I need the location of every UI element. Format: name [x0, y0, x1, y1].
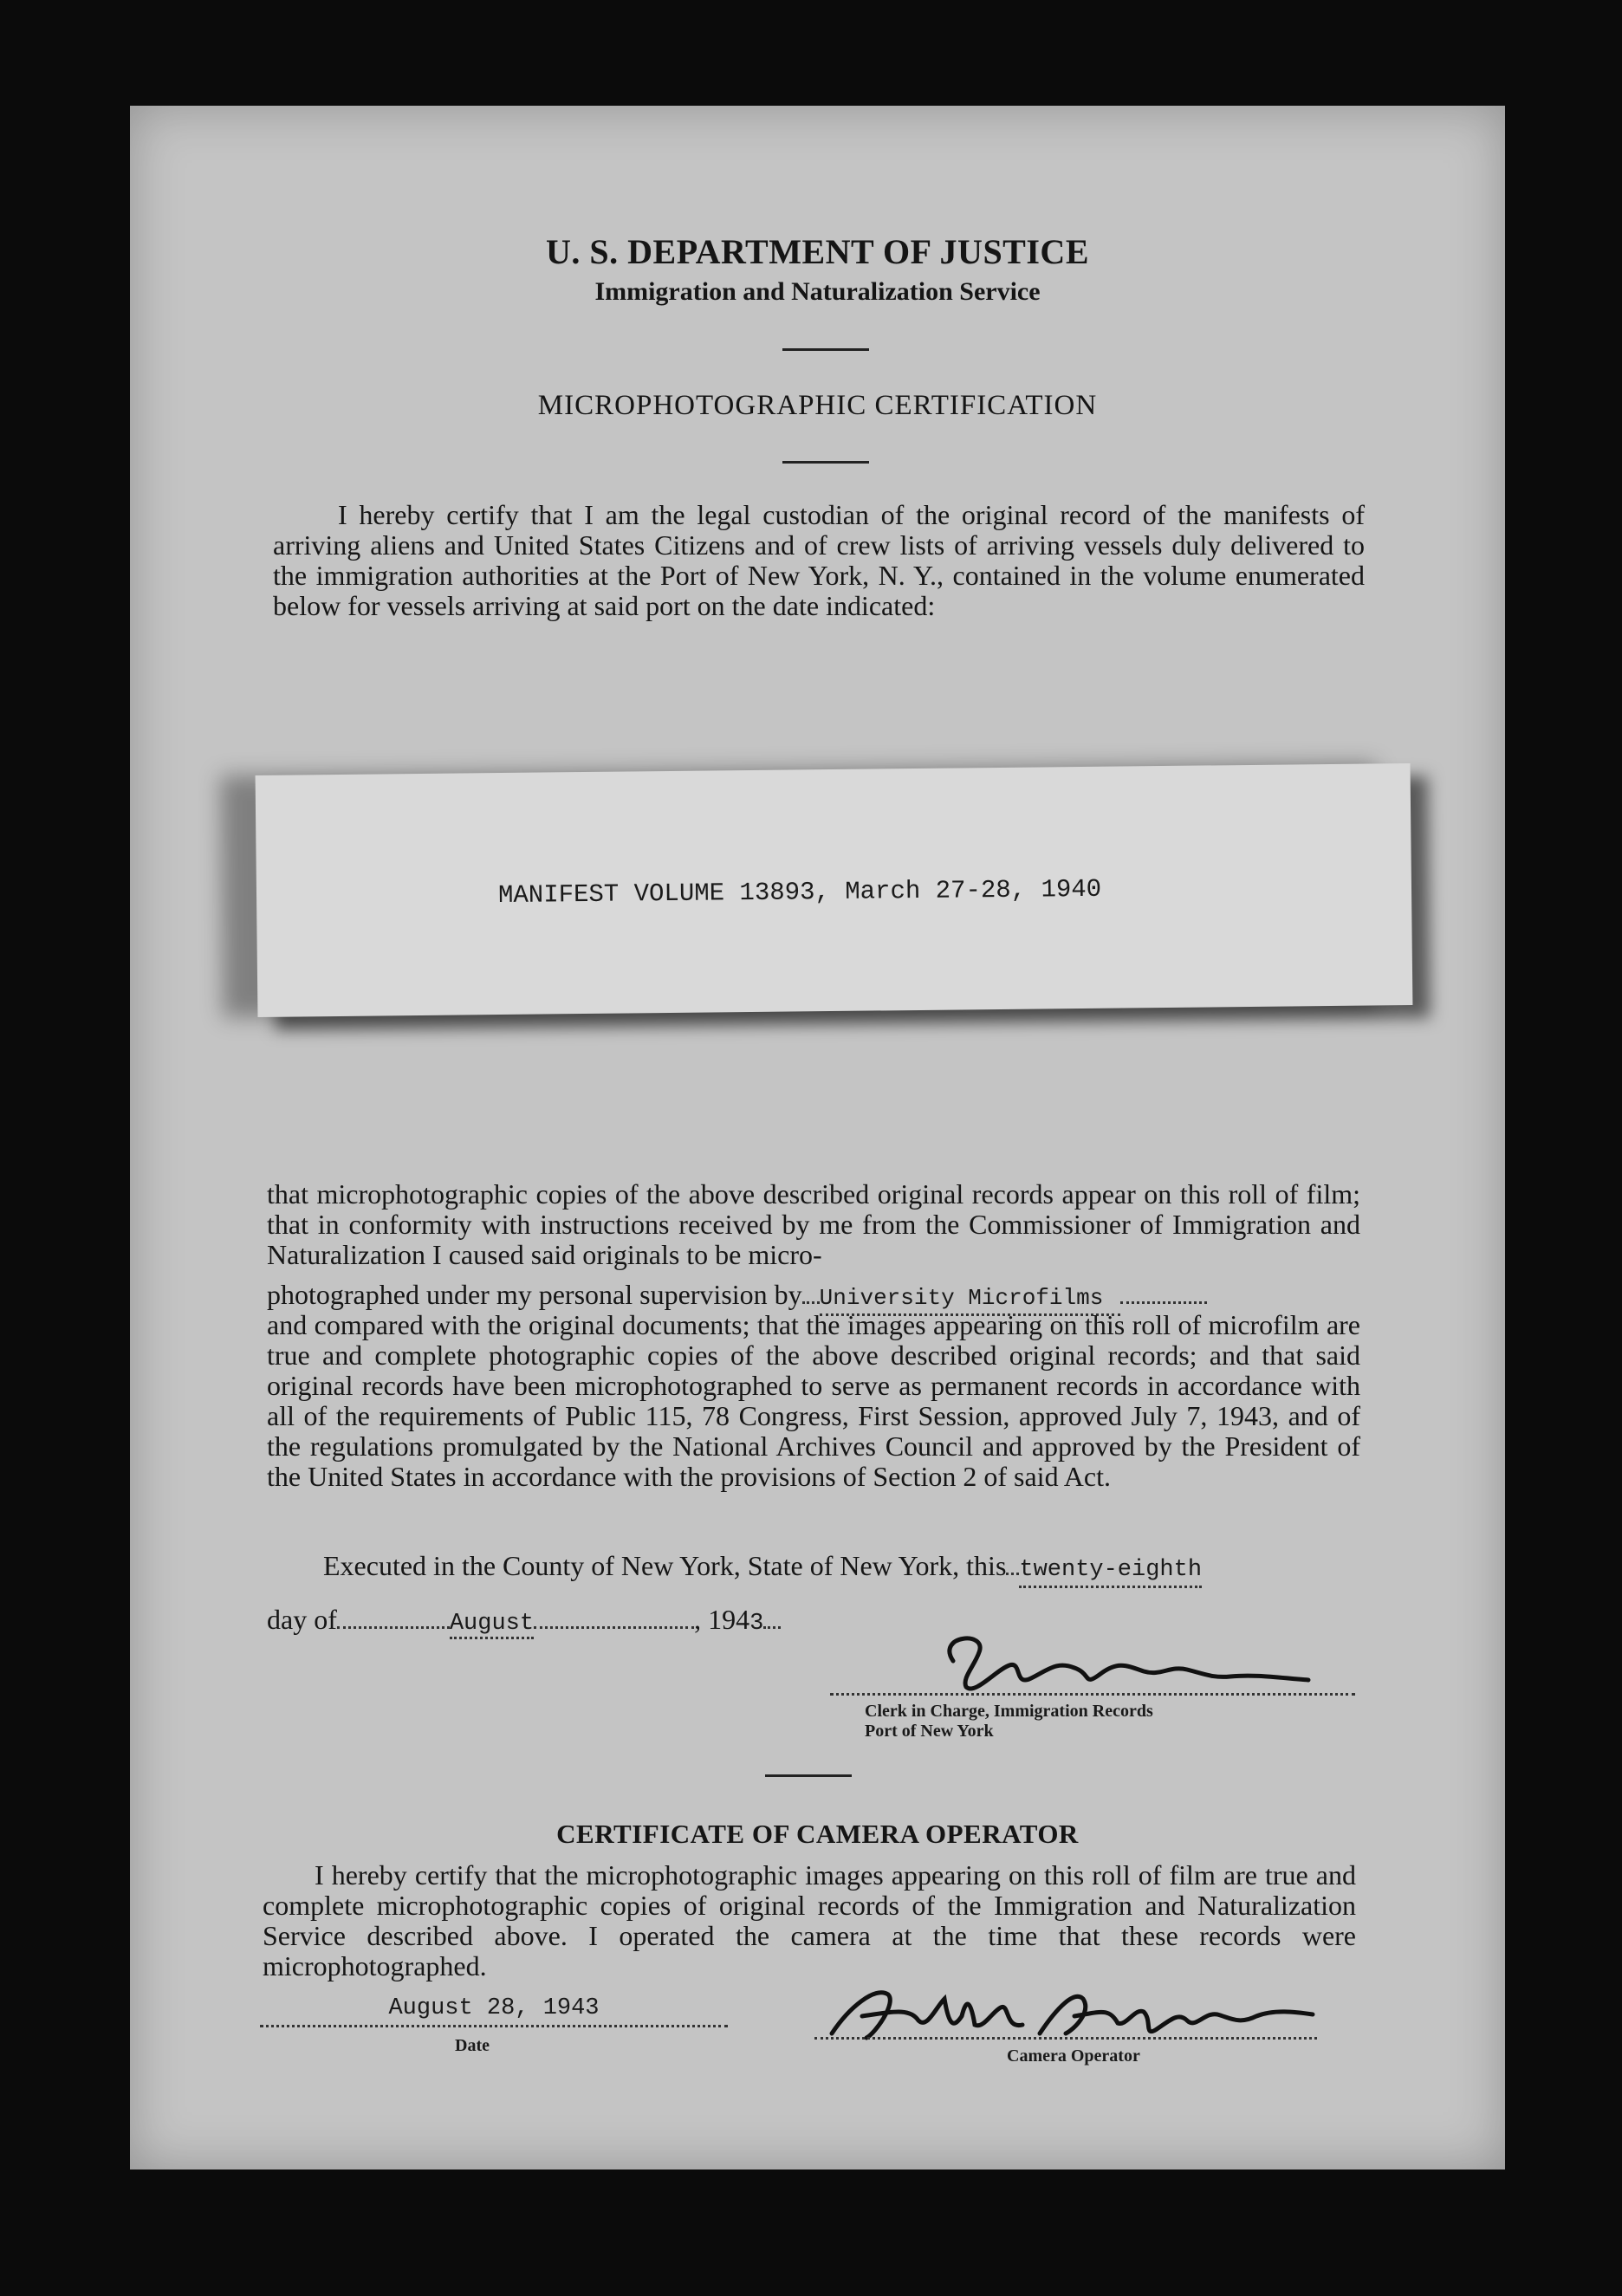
day-of-prefix: day of — [267, 1604, 337, 1635]
date-label: Date — [455, 2036, 490, 2055]
executed-day: twenty-eighth — [1019, 1555, 1202, 1588]
body-paragraph-part2: and compared with the original documents; that the images appearing on this roll of microfilm are true and complete photographic copies of the above described original records; and that said original records have been microphotographed to serve as permanent records in accordance with all of the requirements of Public 115, 78 Congress, First Session, approved July 7, 1943, and of the regulations promulgated by the National Archives Council and approved by the President of the United States in accordance with the provisions of Section 2 of said Act. — [267, 1309, 1360, 1492]
date-field — [260, 1995, 728, 2027]
supervision-prefix: photographed under my personal supervision by — [267, 1279, 802, 1310]
clerk-title-line1: Clerk in Charge, Immigration Records — [865, 1702, 1153, 1721]
section-divider — [765, 1774, 852, 1777]
manifest-volume-label: MANIFEST VOLUME 13893, March 27-28, 1940 — [497, 874, 1102, 911]
camera-operator-label: Camera Operator — [1007, 2046, 1140, 2066]
clerk-signature-line — [830, 1693, 1355, 1696]
executed-line — [323, 1551, 1363, 1588]
body-paragraph-part1: that microphotographic copies of the above described original records appear on this roll of film; that in conformity with instructions received by me from the Commissioner of Immigration and Naturalization I caused said originals to be micro- — [267, 1178, 1360, 1270]
header-divider — [782, 348, 869, 351]
year-digit: 3 — [749, 1611, 764, 1637]
title-divider — [782, 461, 869, 464]
supervisor-name: University Microfilms — [820, 1283, 1121, 1316]
operator-signature-line — [814, 2037, 1317, 2040]
day-of-line — [267, 1605, 960, 1639]
department-heading: U. S. DEPARTMENT OF JUSTICE — [546, 232, 1089, 271]
date-value: August 28, 1943 — [388, 1995, 600, 2021]
camera-paragraph: I hereby certify that the microphotographic images appearing on this roll of film are true and complete microphotographic copies of original records of the Immigration and Naturalization Service described above. I operated the camera at the time that these records were microphotographed. — [263, 1859, 1356, 1981]
clerk-title — [865, 1702, 1153, 1741]
certificate-page — [130, 106, 1505, 2170]
camera-heading: CERTIFICATE OF CAMERA OPERATOR — [556, 1819, 1079, 1849]
year-prefix: , 194 — [694, 1604, 750, 1635]
intro-paragraph: I hereby certify that I am the legal custodian of the original record of the manifests of arriving aliens and United States Citizens and of crew lists of arriving vessels duly delivered to the immigration authorities at the Port of New York, N. Y., contained in the volume enumerated below for vessels arriving at said port on the date indicated: — [273, 499, 1365, 621]
executed-prefix: Executed in the County of New York, State of New York, this — [323, 1550, 1007, 1581]
clerk-title-line2: Port of New York — [865, 1722, 994, 1741]
service-subheading: Immigration and Naturalization Service — [594, 277, 1041, 306]
certification-title: MICROPHOTOGRAPHIC CERTIFICATION — [537, 390, 1098, 421]
manifest-volume-strip — [256, 763, 1413, 1017]
execution-month: August — [450, 1611, 534, 1639]
